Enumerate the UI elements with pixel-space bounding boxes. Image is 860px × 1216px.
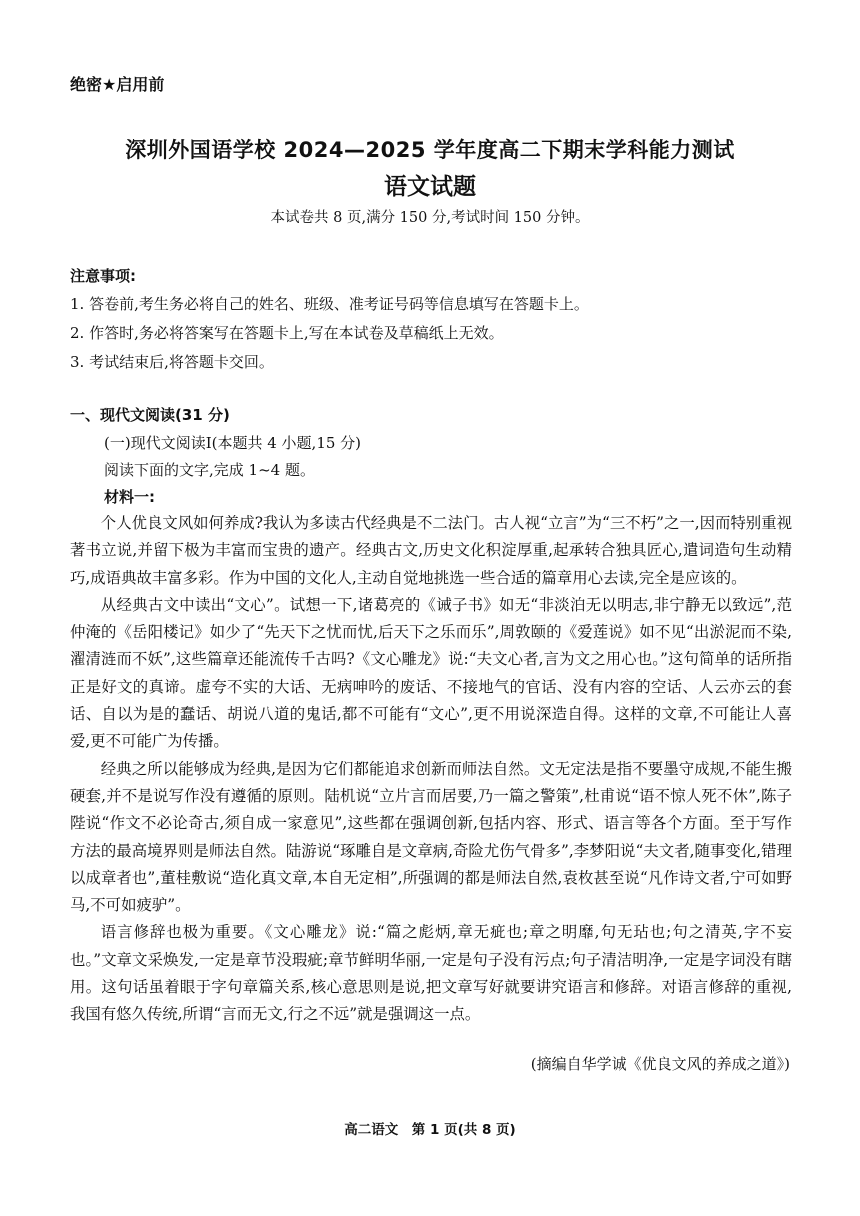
paragraph: 经典之所以能够成为经典,是因为它们都能追求创新而师法自然。文无定法是指不要墨守成规,不能生搬硬套,并不是说写作没有遵循的原则。陆机说“立片言而居要,乃一篇之警策”,杜甫说“语不惊人死不休”,陈子陛说“作文不必论奇古,须自成一家意见”,这些都在强调创新,包括内容、形式、语言等各个方面。至于写作方法的最高境界则是师法自然。陆游说“琢雕自是文章病,奇险尤伤气骨多”,李梦阳说“夫文者,随事变化,错理以成章者也”,董桂敷说“造化真文章,本自无定相”,所强调的都是师法自然,袁枚甚至说“凡作诗文者,宁可如野马,不可如疲驴”。 [70, 759, 792, 915]
notice-item: 2. 作答时,务必将答案写在答题卡上,写在本试卷及草稿纸上无效。 [70, 324, 504, 342]
secret-label: 绝密★启用前 [70, 75, 165, 94]
instruction: 阅读下面的文字,完成 1~4 题。 [104, 461, 315, 479]
notice-list [70, 290, 800, 377]
material-label: 材料一: [104, 488, 155, 506]
notice-item: 1. 答卷前,考生务必将自己的姓名、班级、准考证号码等信息填写在答题卡上。 [70, 295, 589, 313]
exam-subtitle: 本试卷共 8 页,满分 150 分,考试时间 150 分钟。 [270, 210, 590, 226]
paragraph: 语言修辞也极为重要。《文心雕龙》说:“篇之彪炳,章无疵也;章之明靡,句无玷也;句之清英,字不妄也。”文章文采焕发,一定是章节没瑕疵;章节鲜明华丽,一定是句子没有污点;句子清洁明净,一定是字词没有瞎用。这句话虽着眼于字句章篇关系,核心意思则是说,把文章写好就要讲究语言和修辞。对语言修辞的重视,我国有悠久传统,所谓“言而无文,行之不远”就是强调这一点。 [70, 923, 792, 1024]
notice-title: 注意事项: [70, 267, 136, 285]
material-body [70, 510, 792, 1029]
paragraph: 个人优良文风如何养成?我认为多读古代经典是不二法门。古人视“立言”为“三不朽”之一,因而特别重视著书立说,并留下极为丰富而宝贵的遗产。经典古文,历史文化积淀厚重,起承转合独具匠心,遣词造句生动精巧,成语典故丰富多彩。作为中国的文化人,主动自觉地挑选一些合适的篇章用心去读,完全是应该的。 [70, 514, 792, 587]
paragraph: 从经典古文中读出“文心”。试想一下,诸葛亮的《诫子书》如无“非淡泊无以明志,非宁静无以致远”,范仲淹的《岳阳楼记》如少了“先天下之忧而忧,后天下之乐而乐”,周敦颐的《爱莲说》如不见“出淤泥而不染,濯清涟而不妖”,这些篇章还能流传千古吗?《文心雕龙》说:“夫文心者,言为文之用心也。”这句简单的话所指正是好文的真谛。虚夸不实的大话、无病呻吟的废话、不接地气的官话、没有内容的空话、人云亦云的套话、自以为是的蠢话、胡说八道的鬼话,都不可能有“文心”,更不用说深造自得。这样的文章,不可能让人喜爱,更不可能广为传播。 [70, 595, 792, 751]
exam-title: 深圳外国语学校 2024—2025 学年度高二下期末学科能力测试 [125, 138, 735, 162]
subsection-title: (一)现代文阅读Ⅰ(本题共 4 小题,15 分) [104, 434, 362, 452]
source-citation: (摘编自华学诚《优良文风的养成之道》) [530, 1055, 790, 1073]
section-title: 一、现代文阅读(31 分) [70, 406, 230, 424]
page-footer: 高二语文 第 1 页(共 8 页) [344, 1122, 516, 1138]
subject-title: 语文试题 [384, 174, 476, 200]
notice-item: 3. 考试结束后,将答题卡交回。 [70, 353, 274, 371]
